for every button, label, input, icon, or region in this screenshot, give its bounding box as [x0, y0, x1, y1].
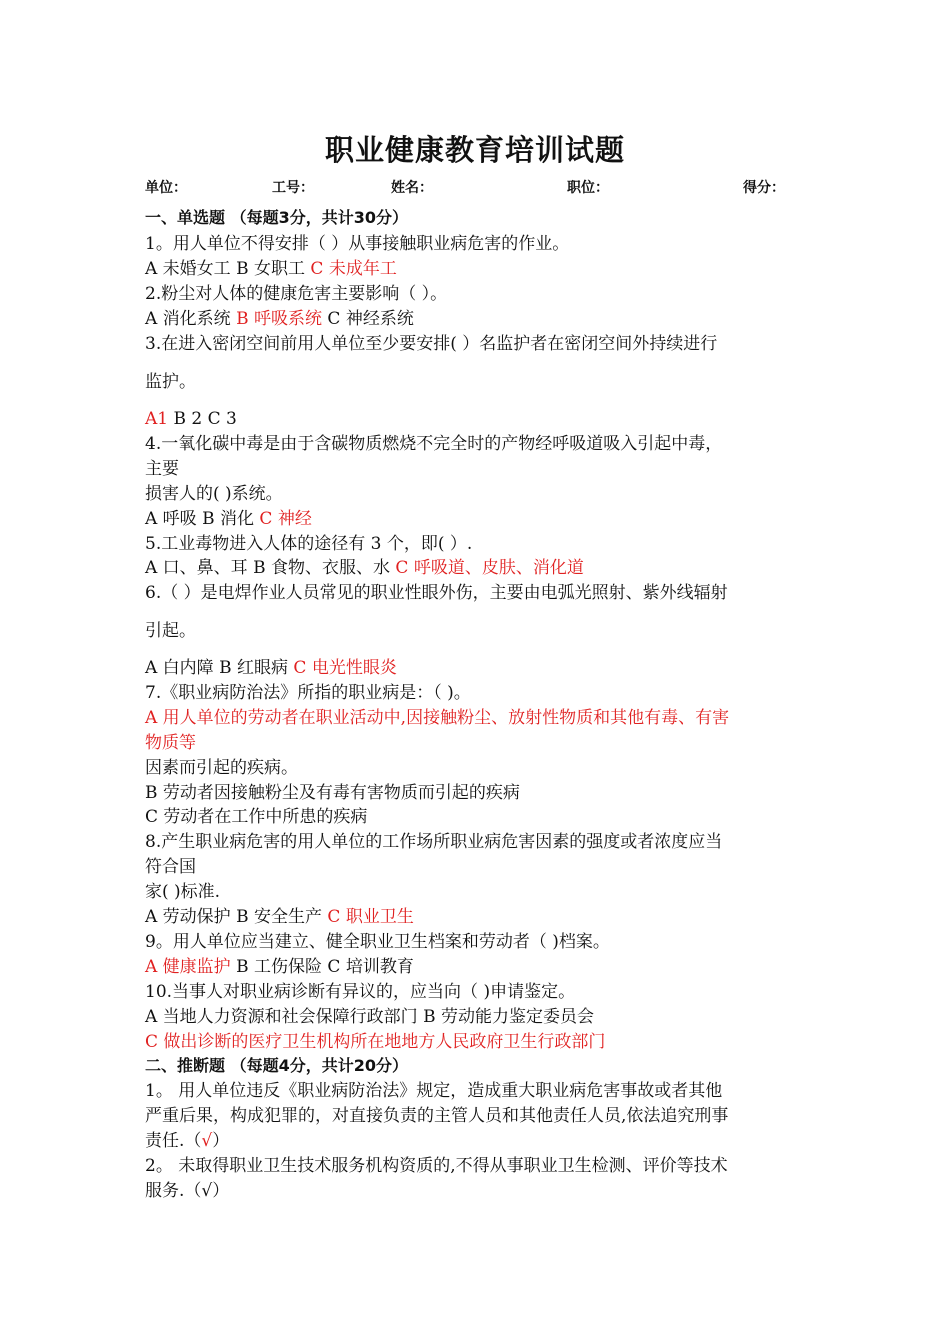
option-a: A 劳动保护 [145, 907, 231, 927]
field-name-label: 姓名： [391, 180, 433, 196]
option-a: A 口、鼻、耳 [145, 558, 248, 578]
question-9-options [145, 956, 414, 978]
question-6-options [145, 657, 397, 679]
option-b: B 女职工 [236, 259, 305, 279]
tf-1-line-3: 责任.（√） [145, 1131, 230, 1151]
option-a-answer: A 健康监护 [145, 957, 231, 977]
question-5-options [145, 557, 584, 579]
question-8-options [145, 906, 414, 928]
question-10-stem: 10.当事人对职业病诊断有异议的，应当向（ )申请鉴定。 [145, 982, 576, 1002]
option-a: A 消化系统 [145, 309, 231, 329]
question-7-option-a-answer-line-2: 物质等 [145, 733, 196, 753]
question-6-stem-line-1: 6.（ ）是电焊作业人员常见的职业性眼外伤，主要由电弧光照射、紫外线辐射 [145, 583, 728, 603]
question-1-options [145, 258, 397, 280]
option-b-answer: B 呼吸系统 [236, 309, 322, 329]
tf-1-answer-mark: √ [201, 1131, 213, 1151]
option-c-answer: C 未成年工 [310, 259, 397, 279]
question-6-stem-line-2: 引起。 [145, 621, 196, 641]
option-c-answer: C 职业卫生 [327, 907, 414, 927]
question-8-stem-line-1: 8.产生职业病危害的用人单位的工作场所职业病危害因素的强度或者浓度应当 [145, 832, 723, 852]
option-a-answer: A1 [145, 409, 169, 429]
option-b: B 食物、衣服、水 [253, 558, 390, 578]
question-5-stem: 5.工业毒物进入人体的途径有 3 个，即( ）. [145, 534, 473, 554]
option-b: B 2 [173, 409, 203, 429]
question-3-stem-line-2: 监护。 [145, 372, 196, 392]
field-score-label: 得分： [743, 180, 785, 196]
question-7-option-a-answer-line-1: A 用人单位的劳动者在职业活动中,因接触粉尘、放射性物质和其他有毒、有害 [145, 708, 730, 728]
question-7-option-b: B 劳动者因接触粉尘及有毒有害物质而引起的疾病 [145, 783, 520, 803]
option-c: C 3 [207, 409, 237, 429]
option-c-answer: C 神经 [259, 509, 312, 529]
option-a: A 未婚女工 [145, 259, 231, 279]
question-3-options [145, 408, 237, 430]
option-c: C 培训教育 [327, 957, 414, 977]
option-b: B 红眼病 [219, 658, 288, 678]
option-b: B 工伤保险 [236, 957, 322, 977]
question-2-stem: 2.粉尘对人体的健康危害主要影响（ ）。 [145, 284, 448, 304]
option-c-answer: C 呼吸道、皮肤、消化道 [395, 558, 584, 578]
question-9-stem: 9。用人单位应当建立、健全职业卫生档案和劳动者（ )档案。 [145, 932, 610, 952]
tf-1-line-1: 1。 用人单位违反《职业病防治法》规定，造成重大职业病危害事故或者其他 [145, 1081, 723, 1101]
field-position-label: 职位： [567, 180, 609, 196]
question-4-stem-line-3: 损害人的( )系统。 [145, 484, 283, 504]
option-a: A 白内障 [145, 658, 214, 678]
tf-2-line-2: 服务.（√） [145, 1181, 230, 1201]
question-10-options-a-b: A 当地人力资源和社会保障行政部门 B 劳动能力鉴定委员会 [145, 1007, 594, 1027]
question-7-option-a-line-3: 因素而引起的疾病。 [145, 758, 298, 778]
page-title: 职业健康教育培训试题 [324, 133, 625, 167]
field-unit-label: 单位： [145, 180, 187, 196]
tf-1-line-2: 严重后果，构成犯罪的，对直接负责的主管人员和其他责任人员,依法追究刑事 [145, 1106, 729, 1126]
option-c-answer: C 电光性眼炎 [293, 658, 397, 678]
option-b: B 安全生产 [236, 907, 322, 927]
tf-2-line-1: 2。 未取得职业卫生技术服务机构资质的,不得从事职业卫生检测、评价等技术 [145, 1156, 728, 1176]
option-b: B 消化 [202, 509, 254, 529]
question-2-options [145, 308, 414, 330]
question-8-stem-line-3: 家( )标准. [145, 882, 221, 902]
question-7-option-c: C 劳动者在工作中所患的疾病 [145, 807, 368, 827]
question-4-options [145, 508, 312, 530]
section-heading-single-choice: 一、单选题 （每题3分，共计30分） [145, 208, 408, 227]
question-4-stem-line-2: 主要 [145, 459, 179, 479]
question-8-stem-line-2: 符合国 [145, 857, 196, 877]
option-c: C 神经系统 [327, 309, 414, 329]
question-3-stem-line-1: 3.在进入密闭空间前用人单位至少要安排( ）名监护者在密闭空间外持续进行 [145, 334, 718, 354]
field-id-label: 工号： [272, 180, 314, 196]
question-7-stem: 7.《职业病防治法》所指的职业病是：（ )。 [145, 683, 471, 703]
question-4-stem-line-1: 4.一氧化碳中毒是由于含碳物质燃烧不完全时的产物经呼吸道吸入引起中毒， [145, 434, 723, 454]
question-10-option-c-answer: C 做出诊断的医疗卫生机构所在地地方人民政府卫生行政部门 [145, 1032, 606, 1052]
question-1-stem: 1。用人单位不得安排（ ）从事接触职业病危害的作业。 [145, 234, 570, 254]
section-heading-true-false: 二、推断题 （每题4分，共计20分） [145, 1056, 408, 1075]
option-a: A 呼吸 [145, 509, 197, 529]
